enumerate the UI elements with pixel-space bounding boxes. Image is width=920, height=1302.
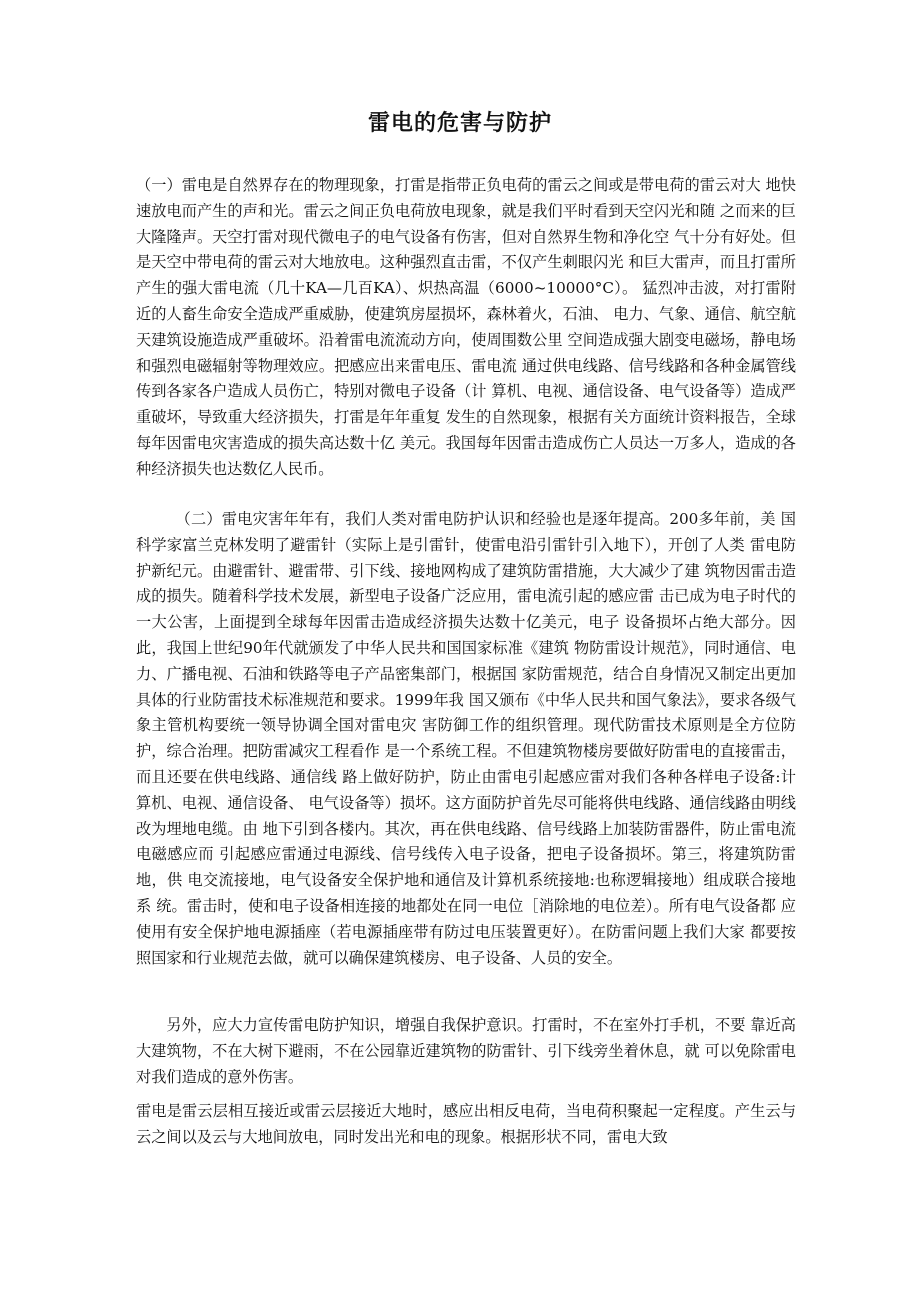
paragraph-2: （二）雷电灾害年年有，我们人类对雷电防护认识和经验也是逐年提高。200多年前，美 国科学家富兰克林发明了避雷针（实际上是引雷针，使雷电沿引雷针引入地下），开创了人类 雷电防护新纪元。由避雷针、避雷带、引下线、接地网构成了建筑防雷措施，大大减少了建 筑物因雷击造成的损失。随着科学技术发展，新型电子设备广泛应用，雷电流引起的感应雷 击已成为电子时代的一大公害，上面提到全球每年因雷击造成经济损失达数十亿美元，电子 设备损坏占绝大部分。因此，我国上世纪90年代就颁发了中华人民共和国国家标准《建筑 物防雷设计规范》，同时通信、电力、广播电视、石油和铁路等电子产品密集部门，根据国 家防雷规范，结合自身情况又制定出更加具体的行业防雷技术标准规范和要求。1999年我 国又颁布《中华人民共和国气象法》，要求各级气象主管机构要统一领导协调全国对雷电灾 害防御工作的组织管理。现代防雷技术原则是全方位防护，综合治理。把防雷减灾工程看作 是一个系统工程。不但建筑物楼房要做好防雷电的直接雷击，而且还要在供电线路、通信线 路上做好防护，防止由雷电引起感应雷对我们各种各样电子设备:计算机、电视、通信设备、 电气设备等）损坏。这方面防护首先尽可能将供电线路、通信线路由明线改为埋地电缆。由 地下引到各楼内。其次，再在供电线路、信号线路上加装防雷器件，防止雷电流电磁感应而 引起感应雷通过电源线、信号线传入电子设备，把电子设备损坏。第三，将建筑防雷地，供 电交流接地，电气设备安全保护地和通信及计算机系统接地:也称逻辑接地）组成联合接地系 统。雷击时，使和电子设备相连接的地都处在同一电位［消除地的电位差）。所有电气设备都 应使用有安全保护地电源插座（若电源插座带有防过电压装置更好）。在防雷问题上我们大家 都要按照国家和行业规范去做，就可以确保建筑楼房、电子设备、人员的安全。 [136, 510, 796, 967]
paragraph-3: 另外，应大力宣传雷电防护知识，增强自我保护意识。打雷时，不在室外打手机，不要 靠近高大建筑物，不在大树下避雨，不在公园靠近建筑物的防雷针、引下线旁坐着休息，就 可以免除雷电对我们造成的意外伤害。 [136, 1016, 796, 1086]
paragraph-4: 雷电是雷云层相互接近或雷云层接近大地时，感应出相反电荷，当电荷积聚起一定程度。产生云与云之间以及云与大地间放电，同时发出光和电的现象。根据形状不同，雷电大致 [136, 1102, 796, 1146]
document-title: 雷电的危害与防护 [367, 111, 552, 136]
paragraph-1: （一）雷电是自然界存在的物理现象，打雷是指带正负电荷的雷云之间或是带电荷的雷云对大 地快速放电而产生的声和光。雷云之间正负电荷放电现象，就是我们平时看到天空闪光和随 之而来的巨大隆隆声。天空打雷对现代微电子的电气设备有伤害，但对自然界生物和净化空 气十分有好处。但是天空中带电荷的雷云对大地放电。这种强烈直击雷，不仅产生刺眼闪光 和巨大雷声，而且打雷所产生的强大雷电流（几十KA—几百KA）、炽热高温（6000~10000°C）。 猛烈冲击波，对打雷附近的人畜生命安全造成严重威胁，使建筑房屋损坏，森林着火，石油、 电力、气象、通信、航空航天建筑设施造成严重破坏。沿着雷电流流动方向，使周围数公里 空间造成强大剧变电磁场，静电场和强烈电磁辐射等物理效应。把感应出来雷电压、雷电流 通过供电线路、信号线路和各种金属管线传到各家各户造成人员伤亡，特别对微电子设备（计 算机、电视、通信设备、电气设备等）造成严重破坏，导致重大经济损失，打雷是年年重复 发生的自然现象，根据有关方面统计资料报告，全球每年因雷电灾害造成的损失高达数十亿 美元。我国每年因雷击造成伤亡人员达一万多人，造成的各种经济损失也达数亿人民币。 [136, 176, 796, 478]
